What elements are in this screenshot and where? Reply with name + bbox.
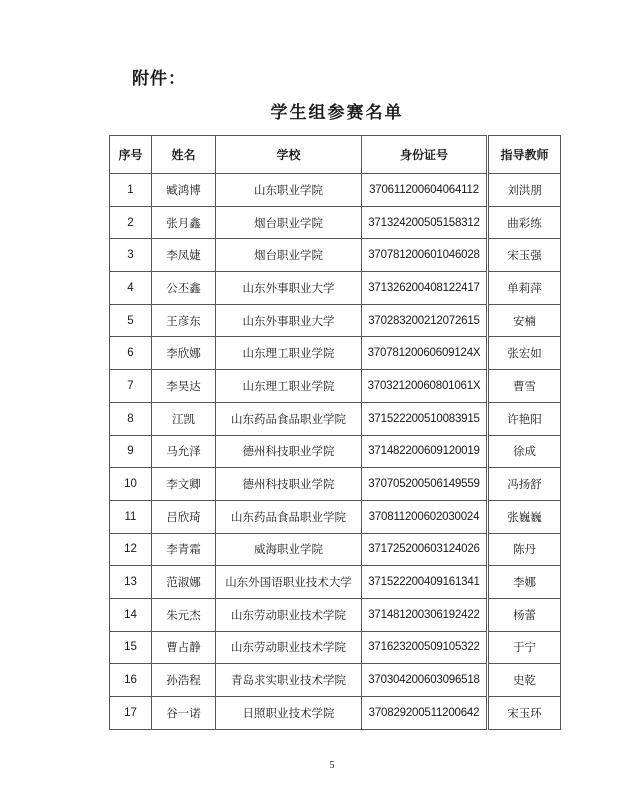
cell-school: 德州科技职业学院 — [216, 435, 362, 468]
cell-name: 吕欣琦 — [152, 500, 216, 533]
cell-school: 山东理工职业学院 — [216, 370, 362, 403]
cell-school: 烟台职业学院 — [216, 206, 362, 239]
cell-school: 山东理工职业学院 — [216, 337, 362, 370]
cell-seq: 3 — [110, 239, 152, 272]
table-row — [110, 174, 561, 207]
table-row — [110, 566, 561, 599]
table-row — [110, 697, 561, 730]
cell-id-number: 371522200409161341 — [362, 566, 488, 599]
cell-seq: 6 — [110, 337, 152, 370]
cell-name: 曹占静 — [152, 631, 216, 664]
table-row — [110, 500, 561, 533]
cell-id-number: 370705200506149559 — [362, 468, 488, 501]
table-row — [110, 272, 561, 305]
cell-seq: 15 — [110, 631, 152, 664]
cell-seq: 1 — [110, 174, 152, 207]
cell-id-number: 370283200212072615 — [362, 304, 488, 337]
cell-school: 山东外国语职业技术大学 — [216, 566, 362, 599]
cell-id-number: 371481200306192422 — [362, 598, 488, 631]
participant-table — [109, 135, 561, 730]
cell-instructor: 史乾 — [488, 664, 561, 697]
table-row — [110, 337, 561, 370]
cell-school: 青岛求实职业技术学院 — [216, 664, 362, 697]
cell-school: 德州科技职业学院 — [216, 468, 362, 501]
cell-name: 公丕鑫 — [152, 272, 216, 305]
table-row — [110, 304, 561, 337]
cell-seq: 16 — [110, 664, 152, 697]
cell-seq: 5 — [110, 304, 152, 337]
cell-instructor: 徐成 — [488, 435, 561, 468]
cell-instructor: 许艳阳 — [488, 402, 561, 435]
cell-seq: 7 — [110, 370, 152, 403]
cell-seq: 14 — [110, 598, 152, 631]
cell-id-number: 370829200511200642 — [362, 697, 488, 730]
cell-school: 山东劳动职业技术学院 — [216, 598, 362, 631]
cell-instructor: 曹雪 — [488, 370, 561, 403]
cell-instructor: 宋玉强 — [488, 239, 561, 272]
cell-name: 马允泽 — [152, 435, 216, 468]
cell-name: 朱元杰 — [152, 598, 216, 631]
cell-id-number: 370781200601046028 — [362, 239, 488, 272]
cell-instructor: 曲彩练 — [488, 206, 561, 239]
cell-school: 山东劳动职业技术学院 — [216, 631, 362, 664]
cell-school: 日照职业技术学院 — [216, 697, 362, 730]
column-header-school: 学校 — [216, 136, 362, 174]
cell-seq: 9 — [110, 435, 152, 468]
cell-id-number: 370811200602030024 — [362, 500, 488, 533]
cell-school: 山东外事职业大学 — [216, 304, 362, 337]
cell-seq: 11 — [110, 500, 152, 533]
cell-name: 王彦东 — [152, 304, 216, 337]
cell-name: 江凯 — [152, 402, 216, 435]
cell-id-number: 370304200603096518 — [362, 664, 488, 697]
table-row — [110, 664, 561, 697]
page-number: 5 — [329, 760, 335, 771]
cell-seq: 4 — [110, 272, 152, 305]
cell-school: 山东职业学院 — [216, 174, 362, 207]
cell-instructor: 刘洪朋 — [488, 174, 561, 207]
document-title: 学生组参赛名单 — [270, 103, 404, 123]
table-row — [110, 206, 561, 239]
cell-id-number: 37078120060609124X — [362, 337, 488, 370]
column-header-id-number: 身份证号 — [362, 136, 488, 174]
cell-instructor: 陈丹 — [488, 533, 561, 566]
cell-id-number: 371324200505158312 — [362, 206, 488, 239]
cell-seq: 2 — [110, 206, 152, 239]
table-row — [110, 598, 561, 631]
cell-name: 李凤婕 — [152, 239, 216, 272]
cell-id-number: 370611200604064112 — [362, 174, 488, 207]
cell-seq: 13 — [110, 566, 152, 599]
table-row — [110, 370, 561, 403]
cell-name: 臧鸿博 — [152, 174, 216, 207]
cell-name: 李欣娜 — [152, 337, 216, 370]
cell-instructor: 安楠 — [488, 304, 561, 337]
cell-school: 山东外事职业大学 — [216, 272, 362, 305]
cell-id-number: 371522200510083915 — [362, 402, 488, 435]
cell-seq: 8 — [110, 402, 152, 435]
cell-id-number: 37032120060801061X — [362, 370, 488, 403]
cell-id-number: 371326200408122417 — [362, 272, 488, 305]
cell-instructor: 冯扬舒 — [488, 468, 561, 501]
cell-name: 李昊达 — [152, 370, 216, 403]
cell-school: 山东药品食品职业学院 — [216, 402, 362, 435]
cell-school: 山东药品食品职业学院 — [216, 500, 362, 533]
table-header-row — [110, 136, 561, 174]
cell-instructor: 张巍巍 — [488, 500, 561, 533]
cell-name: 谷一诺 — [152, 697, 216, 730]
cell-id-number: 371725200603124026 — [362, 533, 488, 566]
column-header-instructor: 指导教师 — [488, 136, 561, 174]
cell-id-number: 371482200609120019 — [362, 435, 488, 468]
cell-seq: 12 — [110, 533, 152, 566]
cell-name: 李文卿 — [152, 468, 216, 501]
cell-instructor: 杨蕾 — [488, 598, 561, 631]
cell-name: 范淑娜 — [152, 566, 216, 599]
table-row — [110, 239, 561, 272]
table-row — [110, 402, 561, 435]
column-header-seq: 序号 — [110, 136, 152, 174]
cell-name: 李青霜 — [152, 533, 216, 566]
table-row — [110, 435, 561, 468]
cell-id-number: 371623200509105322 — [362, 631, 488, 664]
cell-seq: 17 — [110, 697, 152, 730]
cell-instructor: 宋玉环 — [488, 697, 561, 730]
cell-name: 张月鑫 — [152, 206, 216, 239]
cell-instructor: 单莉萍 — [488, 272, 561, 305]
table-row — [110, 631, 561, 664]
attachment-label: 附件： — [132, 69, 186, 89]
cell-school: 威海职业学院 — [216, 533, 362, 566]
cell-name: 孙浩程 — [152, 664, 216, 697]
cell-instructor: 于宁 — [488, 631, 561, 664]
table-row — [110, 533, 561, 566]
column-header-name: 姓名 — [152, 136, 216, 174]
cell-instructor: 李娜 — [488, 566, 561, 599]
cell-school: 烟台职业学院 — [216, 239, 362, 272]
table-row — [110, 468, 561, 501]
table-body — [110, 174, 561, 730]
cell-seq: 10 — [110, 468, 152, 501]
cell-instructor: 张宏如 — [488, 337, 561, 370]
